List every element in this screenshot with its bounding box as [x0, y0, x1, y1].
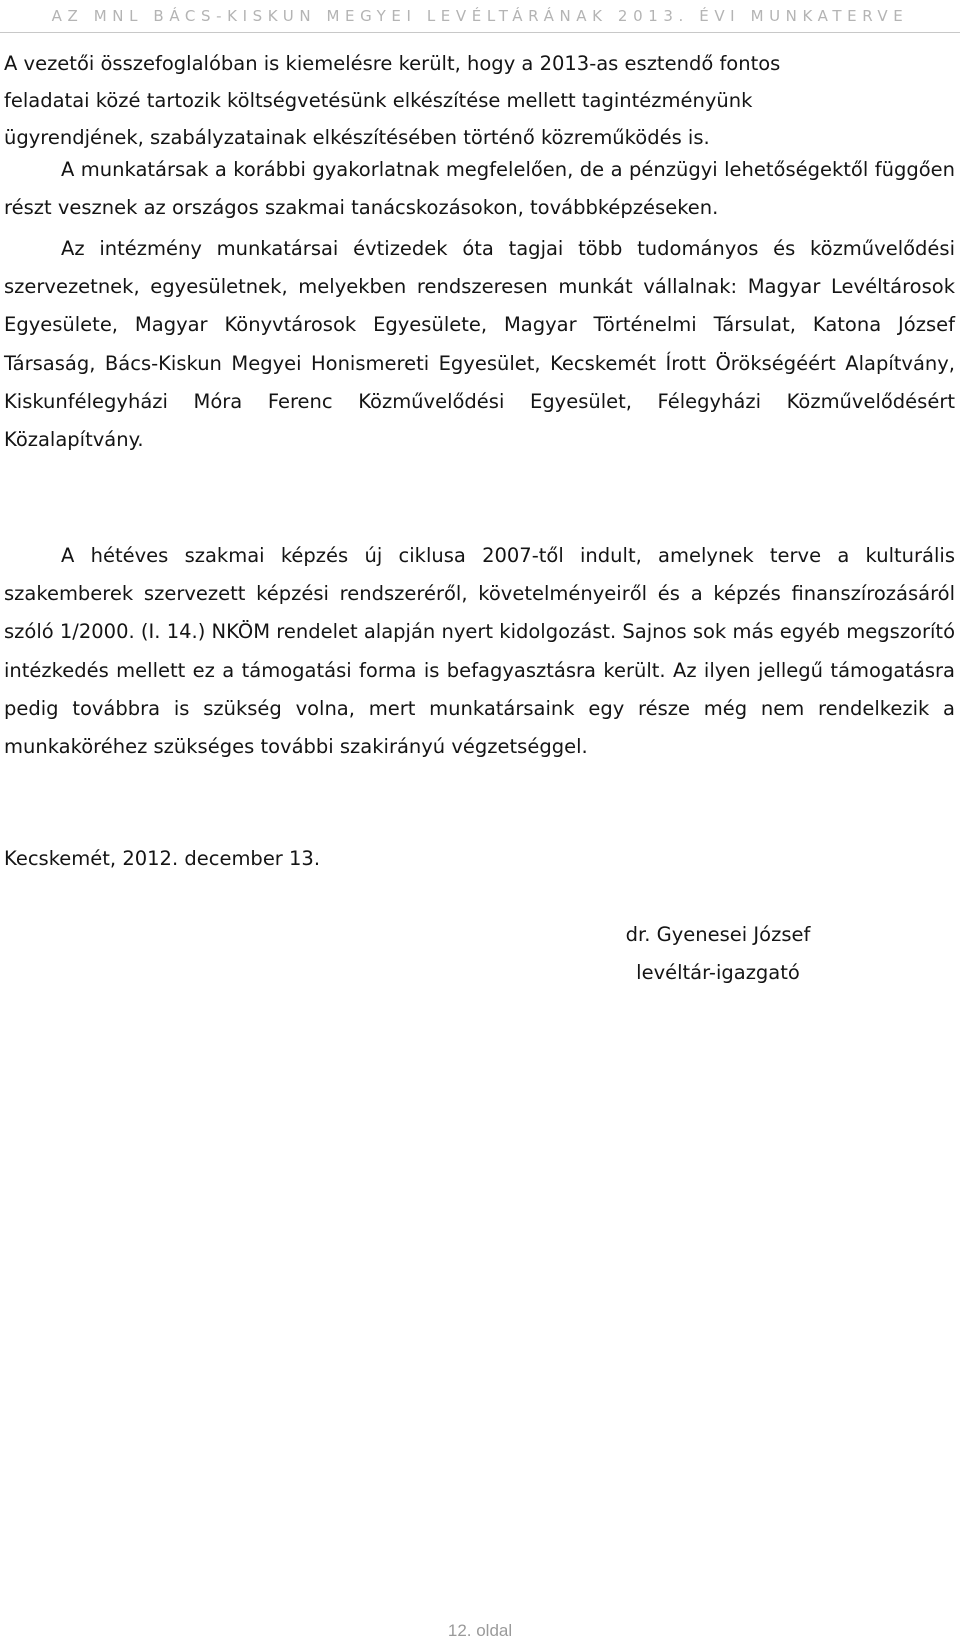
summary-paragraph	[4, 45, 955, 156]
training-paragraph: A munkatársak a korábbi gyakorlatnak megfelelően, de a pénzügyi lehetőségektől függően részt vesznek az országos szakmai tanácskozásokon, továbbképzéseken.	[4, 158, 955, 220]
summary-line: feladatai közé tartozik költségvetésünk elkészítése mellett tagintézményünk	[4, 89, 753, 112]
education-paragraph: A hétéves szakmai képzés új ciklusa 2007-től indult, amelynek terve a kulturális szakemberek szervezett képzési rendszeréről, követelményeiről és a képzés finanszírozásáról szóló 1/2000. (I. 14.) NKÖM rendelet alapján nyert kidolgozást. Sajnos sok más egyéb megszorító intézkedés mellett ez a támogatási forma is befagyasztásra került. Az ilyen jellegű támogatásra pedig továbbra is szükség volna, mert munkatársaink egy része még nem rendelkezik a munkaköréhez szükséges további szakirányú végzetséggel.	[4, 544, 955, 759]
page-number: 12. oldal	[447, 1621, 513, 1640]
signature-block	[598, 916, 838, 992]
summary-line: A vezetői összefoglalóban is kiemelésre került, hogy a 2013-as esztendő fontos	[4, 52, 781, 75]
memberships-paragraph: Az intézmény munkatársai évtizedek óta tagjai több tudományos és közművelődési szervezetnek, egyesületnek, melyekben rendszeresen munkát vállalnak: Magyar Levéltárosok Egyesülete, Magyar Könyvtárosok Egyesülete, Magyar Történelmi Társulat, Katona József Társaság, Bács-Kiskun Megyei Honismereti Egyesület, Kecskemét Írott Örökségéért Alapítvány, Kiskunfélegyházi Móra Ferenc Közművelődési Egyesület, Félegyházi Közművelődésért Közalapítvány.	[4, 237, 955, 452]
signer-name: dr. Gyenesei József	[625, 923, 811, 946]
summary-line: ügyrendjének, szabályzatainak elkészítésében történő közreműködés is.	[4, 126, 710, 149]
place-and-date: Kecskemét, 2012. december 13.	[4, 847, 321, 870]
header-divider	[0, 32, 960, 33]
signer-title: levéltár-igazgató	[636, 961, 800, 984]
running-header: AZ MNL BÁCS-KISKUN MEGYEI LEVÉLTÁRÁNAK 2013. ÉVI MUNKATERVE	[51, 7, 909, 25]
